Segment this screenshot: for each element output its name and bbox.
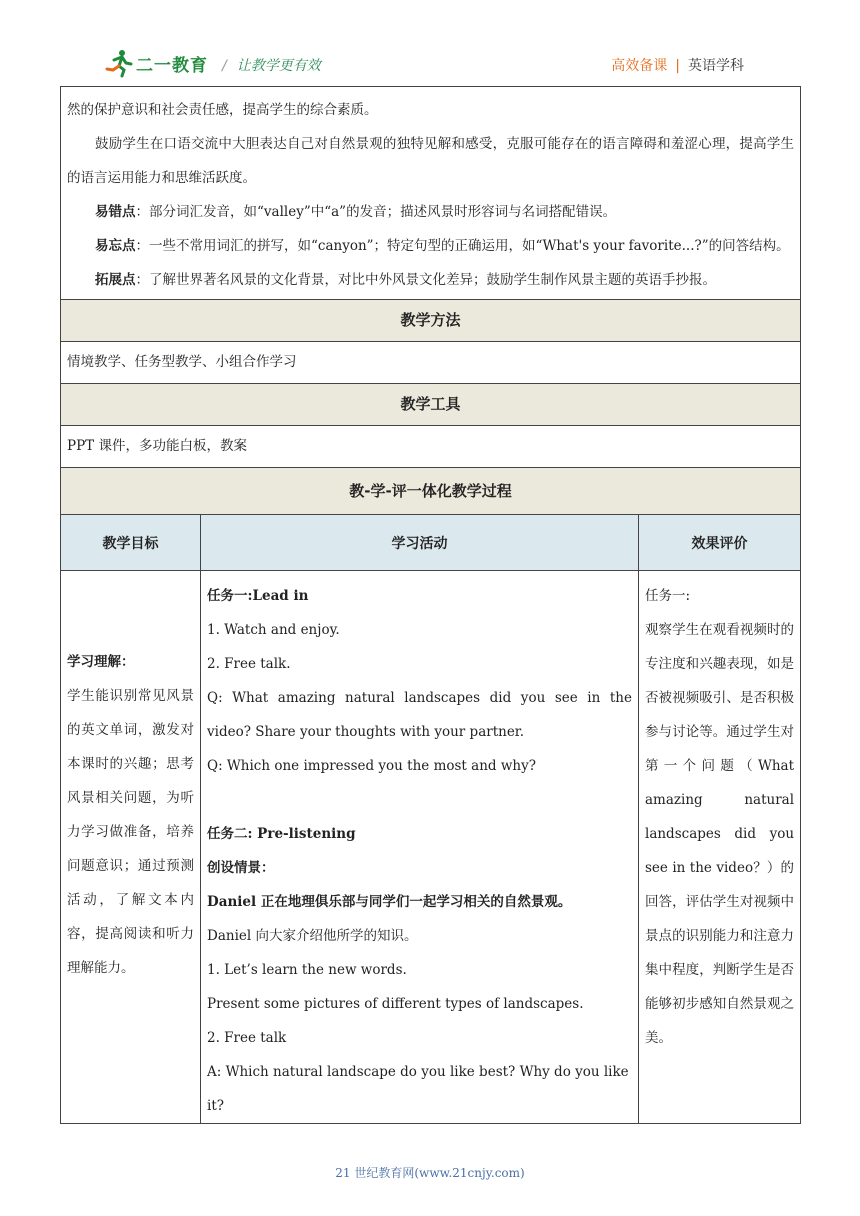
task1-item2: 2. Free talk. [207,656,291,672]
runner-icon [104,48,134,78]
task2-item1: 1. Let’s learn the new words. [207,962,407,978]
task2-title: 任务二: Pre-listening [207,826,356,842]
col-goal-header: 教学目标 [61,515,201,571]
task1-title: 任务一:Lead in [207,588,309,604]
task1-q2: Q: Which one impressed you the most and why? [207,758,536,774]
methods-content: 情境教学、任务型教学、小组合作学习 [67,354,297,370]
eval-text: 观察学生在观看视频时的专注度和兴趣表现，如是否被视频吸引、是否积极参与讨论等。通过学生对第一个问题（What amazing natural landscapes did you see in the video？）的回答，评估学生对视频中景点的识别能力和注意力集中程度，判断学生是否能够初步感知自然景观之美。 [645,622,795,1046]
col-eval-header: 效果评价 [639,515,801,571]
intro-cell [61,87,801,300]
process-heading: 教-学-评一体化教学过程 [61,468,801,515]
intro-line1: 然的保护意识和社会责任感，提高学生的综合素质。 [67,102,378,118]
task1-q1: Q: What amazing natural landscapes did you see in the video? Share your thoughts with your partner. [207,690,632,740]
activity-cell [201,571,639,1124]
task2-item2: 2. Free talk [207,1030,287,1046]
eval-cell [639,571,801,1124]
goal-label: 学习理解： [67,654,135,670]
task2-item1-desc: Present some pictures of different types of landscapes. [207,996,584,1012]
task2-scene-label: 创设情景： [207,860,275,876]
eval-title: 任务一: [645,588,691,604]
goal-text: 学生能识别常见风景的英文单词，激发对本课时的兴趣；思考风景相关问题，为听力学习做准备，培养问题意识；通过预测活动，了解文本内容，提高阅读和听力理解能力。 [67,688,194,976]
task1-item1: 1. Watch and enjoy. [207,622,340,638]
error-point [67,195,794,229]
course-type: 高效备课 [611,58,668,74]
task2-scene-text: Daniel 向大家介绍他所学的知识。 [207,928,418,944]
error-text: ：部分词汇发音，如“valley”中“a”的发音；描述风景时形容词与名词搭配错误。 [135,204,617,220]
header-right: 高效备课 | 英语学科 [611,58,744,74]
slogan: / 让教学更有效 [222,58,321,74]
brand-name: 二一教育 [136,55,208,76]
goal-cell [61,571,201,1124]
spacer [207,783,632,817]
tools-heading: 教学工具 [61,384,801,426]
subject-label: 英语学科 [688,58,744,74]
page-header [60,44,800,84]
extend-label: 拓展点 [95,272,136,288]
extend-text: ：了解世界著名风景的文化背景，对比中外风景文化差异；鼓励学生制作风景主题的英语手抄报。 [135,272,716,288]
page-footer: 21 世纪教育网(www.21cnjy.com) [335,1166,525,1180]
methods-heading: 教学方法 [61,300,801,342]
forget-label: 易忘点 [95,238,136,254]
slogan-text: 让教学更有效 [236,58,321,74]
task2-scene-bold: Daniel 正在地理俱乐部与同学们一起学习相关的自然景观。 [207,894,572,910]
intro-para2: 鼓励学生在口语交流中大胆表达自己对自然景观的独特见解和感受，克服可能存在的语言障碍和羞涩心理，提高学生的语言运用能力和思维活跃度。 [67,136,795,186]
brand-logo [104,48,208,78]
tools-content: PPT 课件，多功能白板，教案 [67,438,247,454]
extend-point [67,263,794,297]
error-label: 易错点 [95,204,136,220]
forget-point [67,229,794,263]
col-activity-header: 学习活动 [201,515,639,571]
forget-text: ：一些不常用词汇的拼写，如“canyon”；特定句型的正确运用，如“What's your favorite...?”的问答结构。 [135,238,790,254]
lesson-plan-table [60,86,801,1124]
task2-question: A: Which natural landscape do you like best? Why do you like it? [207,1064,629,1114]
methods-cell [61,342,801,384]
tools-cell [61,426,801,468]
